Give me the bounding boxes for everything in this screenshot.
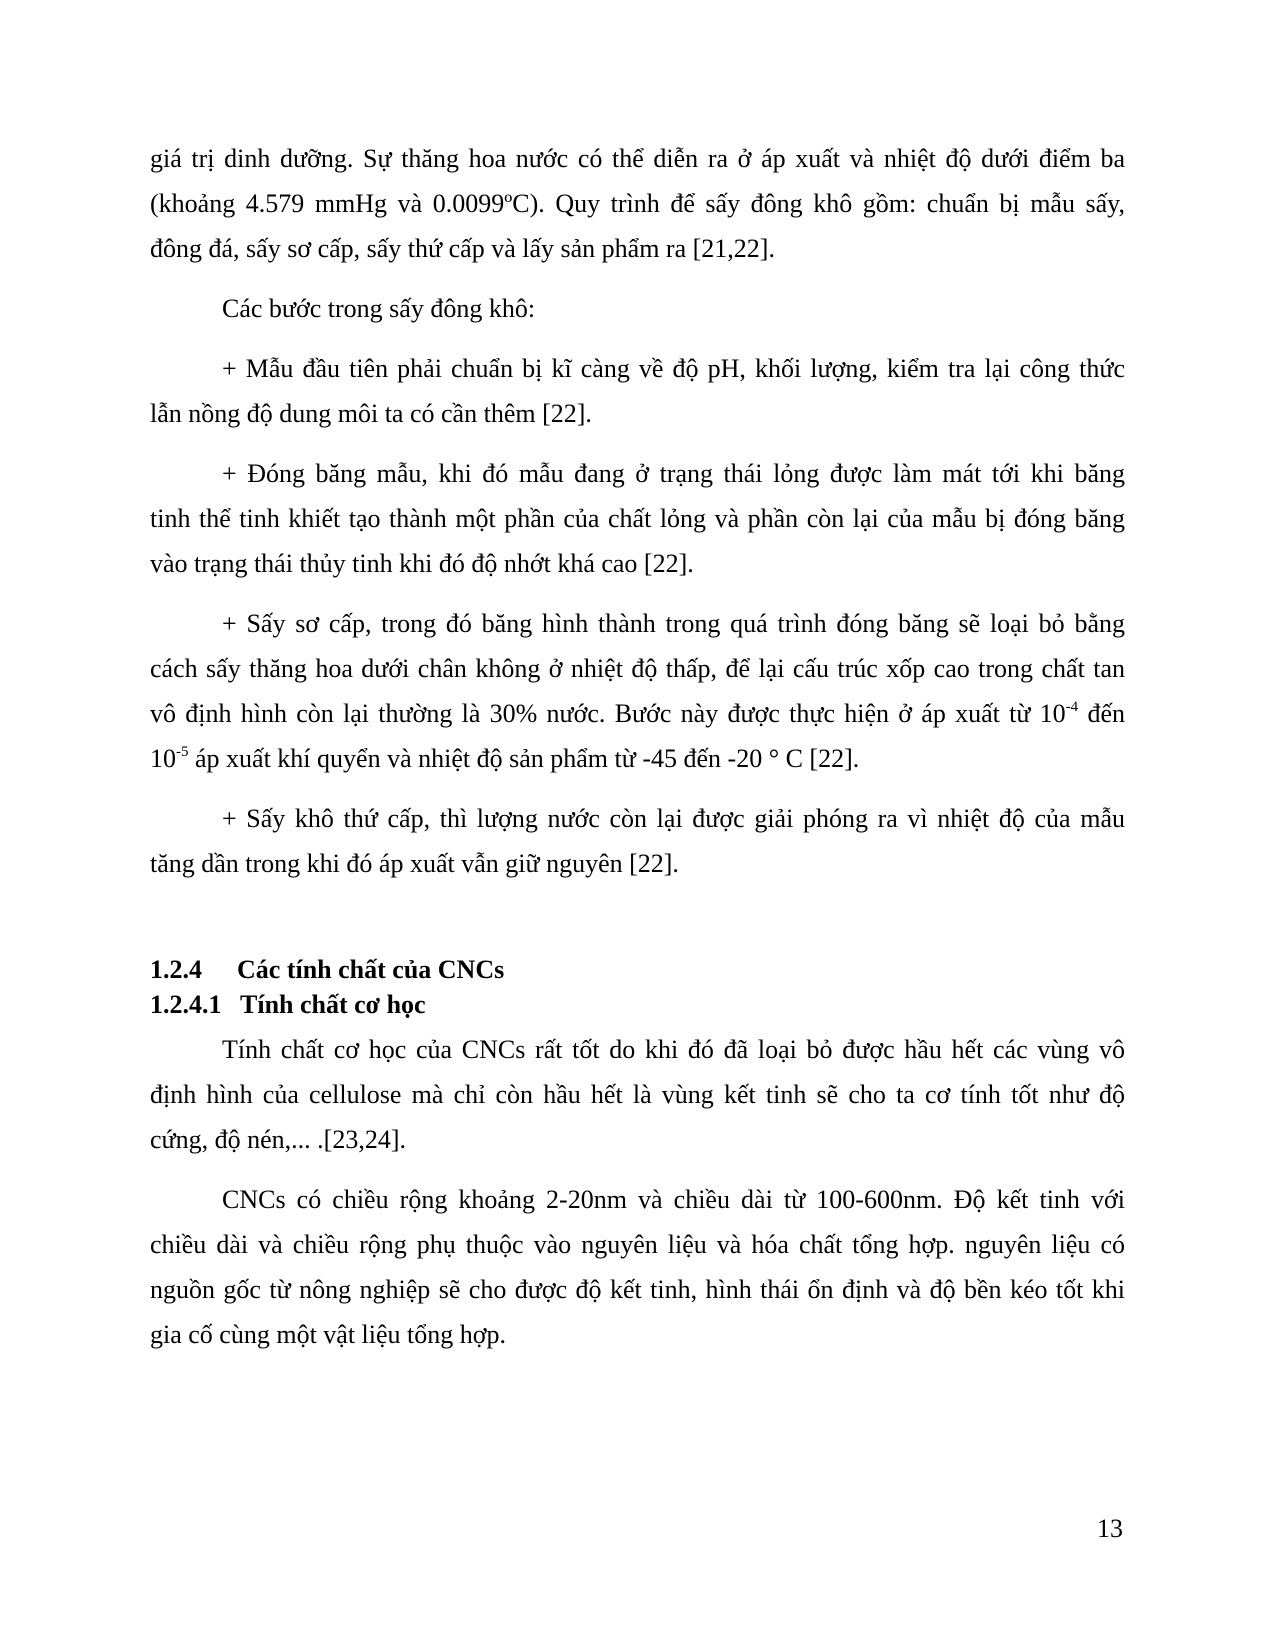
- paragraph-line: vào trạng thái thủy tinh khi đó độ nhớt khá cao [22].: [150, 549, 694, 578]
- paragraph-line: cứng, độ nén,... .[23,24].: [150, 1125, 406, 1154]
- line-text: vô định hình còn lại thường là 30% nước. Bước này được thực hiện ở áp xuất từ 10: [150, 699, 1066, 728]
- heading-title: Tính chất cơ học: [240, 990, 426, 1019]
- paragraph-line: + Đóng băng mẫu, khi đó mẫu đang ở trạng thái lỏng được làm mát tới khi băng: [222, 459, 1125, 488]
- paragraph-line: chiều dài và chiều rộng phụ thuộc vào nguyên liệu và hóa chất tổng hợp. nguyên liệu có: [150, 1230, 1125, 1259]
- superscript-exponent: -4: [1065, 699, 1079, 715]
- section-heading-1-2-4: [150, 955, 504, 985]
- paragraph-line: tăng dần trong khi đó áp xuất vẫn giữ nguyên [22].: [150, 849, 679, 878]
- page-number: 13: [1097, 1514, 1123, 1543]
- paragraph-line: lẫn nồng độ dung môi ta có cần thêm [22].: [150, 399, 592, 428]
- paragraph-line: [150, 744, 859, 774]
- paragraph-line: + Sấy sơ cấp, trong đó băng hình thành trong quá trình đóng băng sẽ loại bỏ bằng: [222, 609, 1125, 638]
- paragraph-line: đông đá, sấy sơ cấp, sấy thứ cấp và lấy sản phẩm ra [21,22].: [150, 234, 775, 263]
- heading-title: Các tính chất của CNCs: [237, 955, 505, 984]
- paragraph-line: + Sấy khô thứ cấp, thì lượng nước còn lại được giải phóng ra vì nhiệt độ của mẫu: [222, 804, 1125, 833]
- paragraph-line: gia cố cùng một vật liệu tổng hợp.: [150, 1320, 507, 1349]
- paragraph-line: [150, 699, 1125, 729]
- line-text: áp xuất khí quyển và nhiệt độ sản phẩm từ -45 đến -20 ° C [22].: [188, 744, 860, 773]
- heading-number: 1.2.4.1: [150, 990, 222, 1019]
- paragraph-line: định hình của cellulose mà chỉ còn hầu hết là vùng kết tinh sẽ cho ta cơ tính tốt như độ: [150, 1080, 1125, 1109]
- line-text: 10: [150, 744, 176, 773]
- paragraph-line: tinh thể tinh khiết tạo thành một phần của chất lỏng và phần còn lại của mẫu bị đóng băng: [150, 504, 1125, 533]
- heading-number: 1.2.4: [150, 955, 202, 984]
- paragraph-line: cách sấy thăng hoa dưới chân không ở nhiệt độ thấp, để lại cấu trúc xốp cao trong chất tan: [150, 654, 1125, 683]
- section-heading-1-2-4-1: [150, 990, 426, 1020]
- paragraph-line: (khoảng 4.579 mmHg và 0.0099ºC). Quy trình để sấy đông khô gồm: chuẩn bị mẫu sấy,: [150, 189, 1125, 218]
- paragraph-line: CNCs có chiều rộng khoảng 2-20nm và chiều dài từ 100-600nm. Độ kết tinh với: [222, 1185, 1125, 1214]
- paragraph-line: + Mẫu đầu tiên phải chuẩn bị kĩ càng về độ pH, khối lượng, kiểm tra lại công thức: [222, 354, 1125, 383]
- steps-intro: Các bước trong sấy đông khô:: [222, 294, 536, 323]
- superscript-exponent: -5: [176, 744, 189, 760]
- paragraph-line: Tính chất cơ học của CNCs rất tốt do khi đó đã loại bỏ được hầu hết các vùng vô: [222, 1035, 1125, 1064]
- line-text: đến: [1078, 699, 1125, 728]
- paragraph-line: nguồn gốc từ nông nghiệp sẽ cho được độ kết tinh, hình thái ổn định và độ bền kéo tốt khi: [150, 1275, 1125, 1304]
- paragraph-line: giá trị dinh dưỡng. Sự thăng hoa nước có thể diễn ra ở áp xuất và nhiệt độ dưới điểm ba: [150, 144, 1125, 173]
